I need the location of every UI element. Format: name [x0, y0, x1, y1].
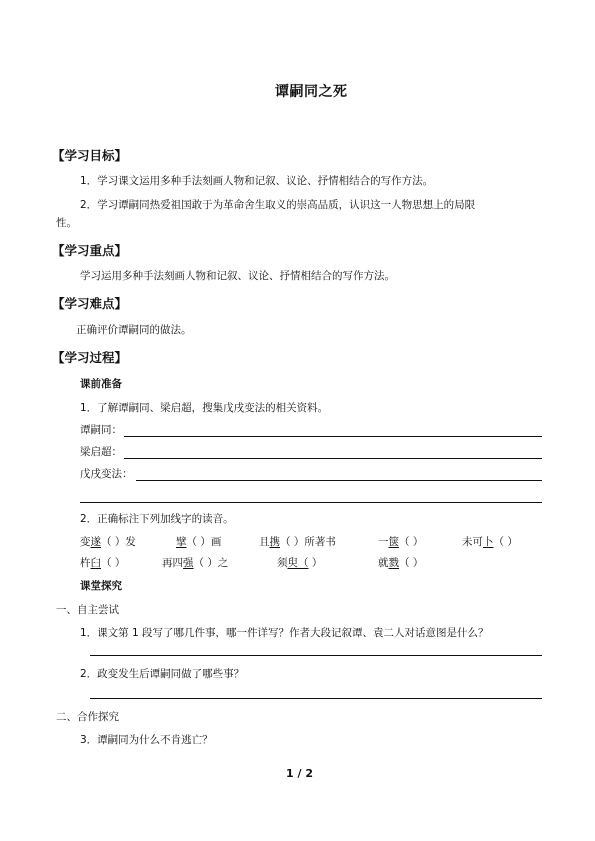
pinyin-item: 擘（ ）画 [176, 536, 222, 548]
prep-question-2: 2．正确标注下列加线字的读音。 [80, 513, 234, 525]
page-title: 谭嗣同之死 [275, 84, 348, 100]
objective-item-2: 2．学习谭嗣同热爱祖国敢于为革命舍生取义的崇高品质，认识这一人物思想上的局限 [80, 199, 476, 211]
focus-heading: 【学习重点】 [52, 243, 128, 258]
pinyin-item: 且携（ ）所著书 [259, 536, 336, 548]
part-1-heading: 一、自主尝试 [56, 604, 119, 616]
objectives-heading: 【学习目标】 [52, 148, 128, 163]
page-number: 1 / 2 [286, 767, 313, 780]
prep-title: 课前准备 [80, 378, 122, 390]
answer-line-wuxu-2[interactable] [80, 502, 542, 503]
question-1: 1．课文第 1 段写了哪几件事，哪一件详写？作者大段记叙谭、袁二人对话意图是什么？ [80, 627, 489, 639]
pinyin-item: 未可卜（ ） [462, 536, 518, 548]
focus-text: 学习运用多种手法刻画人物和记叙、议论、抒情相结合的写作方法。 [80, 270, 395, 282]
label-tan-sitong: 谭嗣同： [80, 424, 122, 436]
answer-line-liang[interactable] [124, 458, 542, 459]
answer-line-wuxu[interactable] [136, 480, 542, 481]
difficulty-heading: 【学习难点】 [52, 296, 128, 311]
class-explore-title: 课堂探究 [80, 580, 122, 592]
pinyin-item: 一箧（ ） [378, 536, 424, 548]
process-heading: 【学习过程】 [52, 350, 128, 365]
question-2: 2．政变发生后谭嗣同做了哪些事？ [80, 668, 245, 680]
pinyin-item: 变遂（ ）发 [80, 536, 136, 548]
answer-line-q2[interactable] [90, 698, 542, 699]
question-3: 3．谭嗣同为什么不肯逃亡？ [80, 734, 213, 746]
pinyin-item: 再四强（ ）之 [162, 557, 229, 569]
label-wuxu-reform: 戊戌变法： [80, 468, 133, 480]
pinyin-item: 就戮（ ） [378, 557, 424, 569]
pinyin-item: 须臾（ ） [277, 557, 323, 569]
objective-item-1: 1．学习课文运用多种手法刻画人物和记叙、议论、抒情相结合的写作方法。 [80, 175, 434, 187]
pinyin-item: 杵臼（ ） [80, 557, 126, 569]
prep-question-1: 1．了解谭嗣同、梁启超，搜集戊戌变法的相关资料。 [80, 402, 329, 414]
label-liang-qichao: 梁启超： [80, 446, 122, 458]
difficulty-text: 正确评价谭嗣同的做法。 [76, 324, 192, 336]
answer-line-tan[interactable] [124, 436, 542, 437]
objective-item-2-cont: 性。 [56, 217, 77, 229]
part-2-heading: 二、合作探究 [56, 711, 119, 723]
answer-line-q1[interactable] [90, 655, 542, 656]
